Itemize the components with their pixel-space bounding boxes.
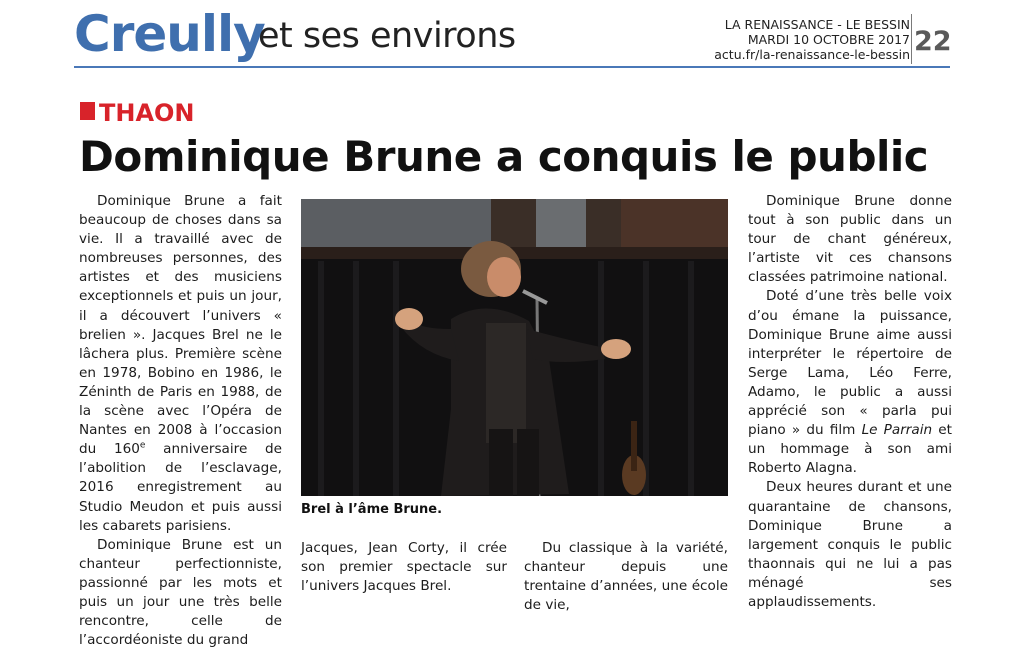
photo-caption: Brel à l’âme Brune. xyxy=(301,502,443,517)
article-column-2 xyxy=(301,539,507,596)
film-title: Le Parrain xyxy=(861,422,933,439)
section-subtitle: et ses environs xyxy=(258,16,516,56)
publication-name: LA RENAISSANCE - LE BESSIN xyxy=(724,17,910,32)
publication-url[interactable]: actu.fr/la-renaissance-le-bessin xyxy=(714,47,910,62)
paragraph: Dominique Brune donne tout à son public dans un tour de chant généreux, l’artiste vit ces chansons classées patrimoine national. xyxy=(748,193,952,286)
article-column-4 xyxy=(748,192,952,612)
article-column-1 xyxy=(79,192,282,650)
header-rule xyxy=(74,66,950,68)
header-divider xyxy=(911,14,912,64)
headline: Dominique Brune a conquis le public xyxy=(79,132,929,181)
paragraph: Deux heures durant et une quarantaine de chansons, Dominique Brune a largement conquis le public thaonnais qui ne lui a pas ménagé ses applaudissements. xyxy=(748,479,952,610)
publication-date: MARDI 10 OCTOBRE 2017 xyxy=(747,32,910,47)
singer-photo-illustration xyxy=(301,199,728,496)
page-number: 22 xyxy=(914,26,952,57)
paragraph: Dominique Brune est un chanteur perfectionniste, passionné par les mots et puis un jour une très belle rencontre, celle de l’accordéoniste du grand xyxy=(79,536,282,649)
article-photo xyxy=(301,199,728,496)
paragraph: Doté d’une très belle voix d’ou émane la puissance, Dominique Brune aime aussi interpréter le répertoire de Serge Lama, Léo Ferre, Adamo, le public a aussi apprécié son « parla pui piano » du film Le Parrain et un hommage à son ami Roberto Alagna. xyxy=(748,288,953,477)
publication-info xyxy=(714,17,910,62)
paragraph: Du classique à la variété, chanteur depuis une trentaine d’années, une école de vie, xyxy=(524,540,728,614)
kicker-square-icon xyxy=(80,102,95,120)
kicker: THAON xyxy=(99,99,195,127)
section-title: Creully xyxy=(74,5,265,63)
article-column-3 xyxy=(524,539,728,615)
paragraph: Jacques, Jean Corty, il crée son premier spectacle sur l’univers Jacques Brel. xyxy=(301,540,507,595)
paragraph: Dominique Brune a fait beaucoup de choses dans sa vie. Il a travaillé avec de nombreuses personnes, des artistes et des musiciens exceptionnels et puis un jour, il a découvert l’univers « brelien ». Jacques Brel ne le lâchera plus. Première scène en 1978, Bobino en 1986, le Zéninth de Paris en 1988, de la scène avec l’Opéra de Nantes en 2008 à l’occasion du 160e anniversaire de l’abolition de l’esclavage, 2016 enregistrement au Studio Meudon et puis aussi les cabarets parisiens. xyxy=(79,193,282,534)
